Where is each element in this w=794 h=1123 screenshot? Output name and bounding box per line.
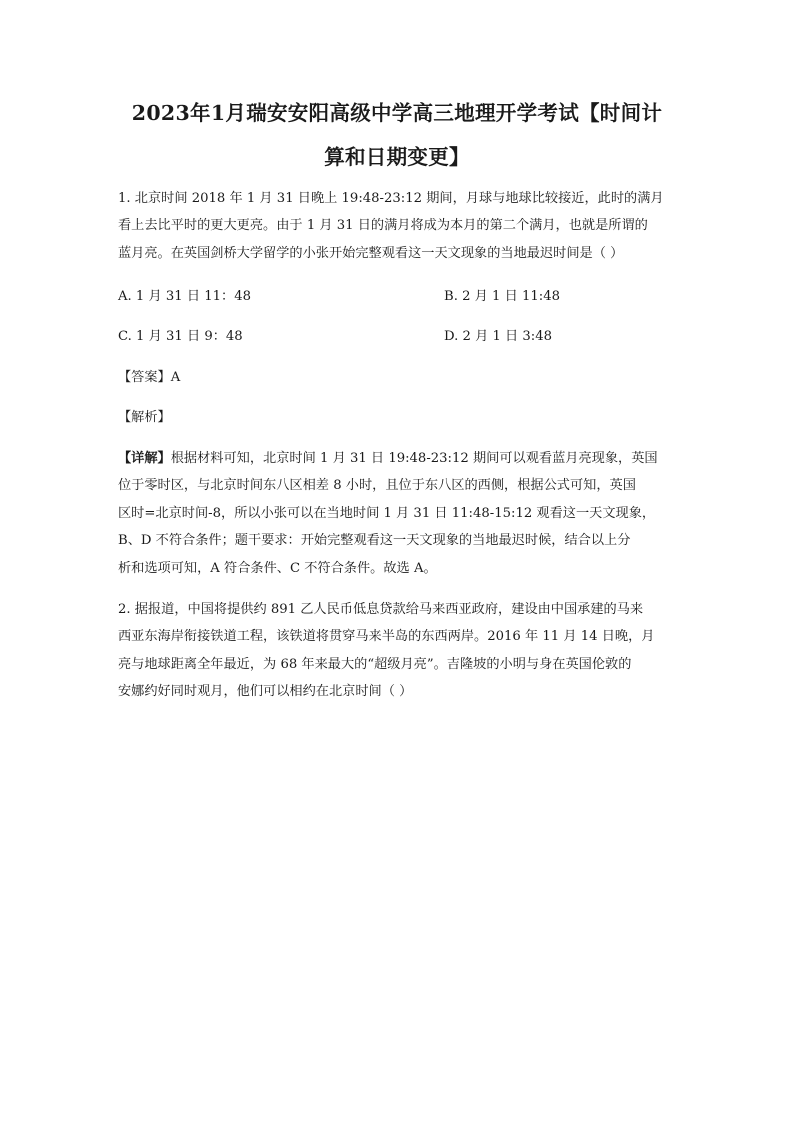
q1-stem-line-3: 蓝月亮。在英国剑桥大学留学的小张开始完整观看这一天文现象的当地最迟时间是（ ） (118, 246, 624, 261)
q1-detail-line-5: 析和选项可知，A 符合条件、C 不符合条件。故选 A。 (118, 561, 437, 576)
q1-option-b: B. 2 月 1 日 11:48 (444, 289, 561, 304)
q1-detail-label: 【详解】 (118, 451, 171, 466)
q1-detail-text-1: 根据材料可知，北京时间 1 月 31 日 19:48-23:12 期间可以观看蓝月亮现象，英国 (170, 451, 658, 466)
q2-stem-line-3: 亮与地球距离全年最近，为 68 年来最大的“超级月亮”。吉隆坡的小明与身在英国伦敦的 (118, 657, 632, 672)
q1-option-a: A. 1 月 31 日 11：48 (118, 289, 251, 304)
q1-option-c: C. 1 月 31 日 9：48 (118, 329, 243, 344)
document-title-line-1: 2023年1月瑞安安阳高级中学高三地理开学考试【时间计 (131, 101, 663, 125)
q1-stem-line-2: 看上去比平时的更大更亮。由于 1 月 31 日的满月将成为本月的第二个满月，也就是所谓的 (118, 218, 648, 233)
q1-stem-line-1: 1. 北京时间 2018 年 1 月 31 日晚上 19:48-23:12 期间，月球与地球比较接近，此时的满月 (118, 191, 664, 206)
q1-detail-line-1 (118, 450, 658, 468)
q1-option-d: D. 2 月 1 日 3:48 (444, 329, 553, 344)
document-title-line-2: 算和日期变更】 (324, 145, 470, 169)
q1-analysis-label: 【解析】 (118, 410, 171, 425)
q1-detail-line-2: 位于零时区，与北京时间东八区相差 8 小时，且位于东八区的西侧，根据公式可知，英国 (118, 478, 636, 493)
q2-stem-line-1: 2. 据报道，中国将提供约 891 乙人民币低息贷款给马来西亚政府，建设由中国承建的马来 (118, 602, 644, 617)
q1-detail-line-4: B、D 不符合条件；题干要求：开始完整观看这一天文现象的当地最迟时候，结合以上分 (118, 533, 631, 548)
q2-stem-line-4: 安娜约好同时观月，他们可以相约在北京时间（ ） (118, 684, 413, 699)
q1-detail-line-3: 区时=北京时间-8，所以小张可以在当地时间 1 月 31 日 11:48-15:12 观看这一天文现象， (118, 506, 656, 521)
q2-stem-line-2: 西亚东海岸衔接铁道工程，该铁道将贯穿马来半岛的东西两岸。2016 年 11 月 14 日晚，月 (118, 629, 655, 644)
q1-answer: 【答案】A (118, 370, 181, 385)
